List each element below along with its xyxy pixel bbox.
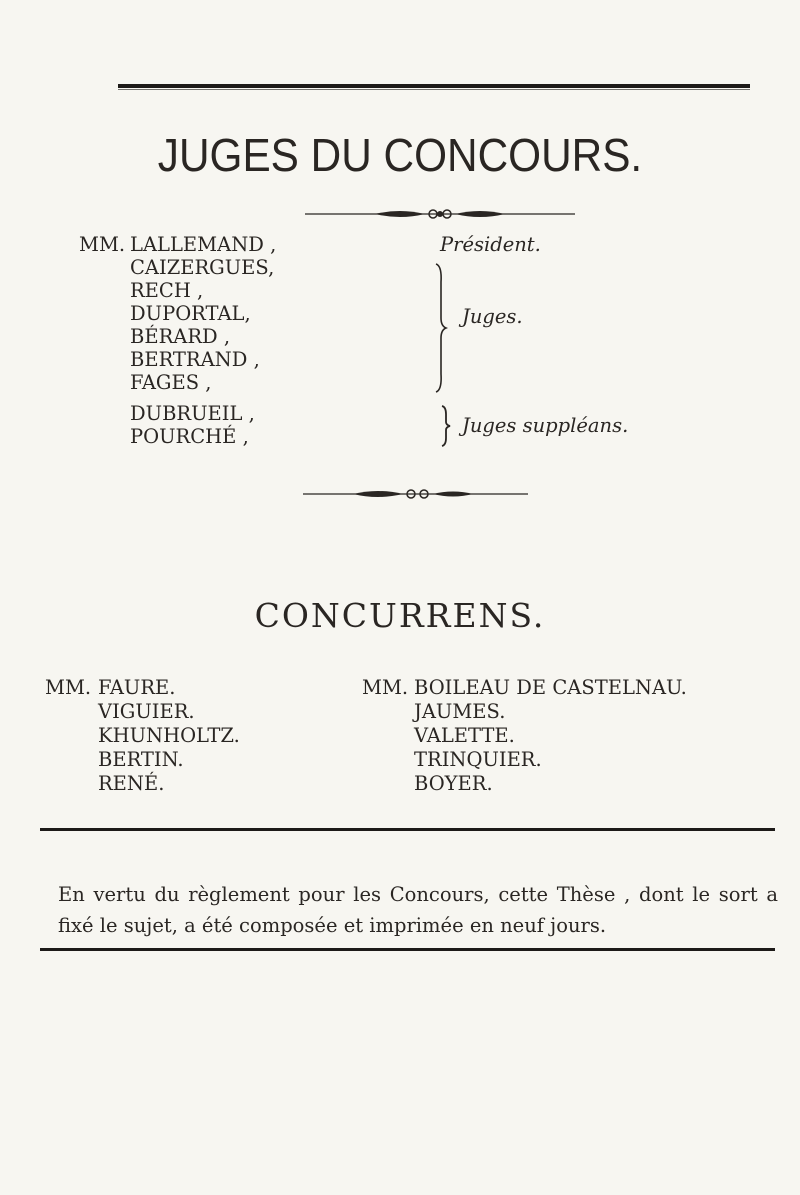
judge-name: DUPORTAL, [130, 302, 251, 325]
suppleant-name: DUBRUEIL , [130, 402, 255, 425]
brace-juges-icon [434, 262, 448, 394]
suppleant-name: POURCHÉ , [130, 425, 249, 448]
list-item: TRINQUIER. [414, 748, 542, 771]
list-item: KHUNHOLTZ. [98, 724, 240, 747]
suppleants-role: Juges suppléans. [462, 414, 629, 437]
top-rule-thin [118, 89, 750, 90]
list-item: RENÉ. [98, 772, 165, 795]
brace-suppleants-icon [440, 404, 452, 448]
judge-name: BERTRAND , [130, 348, 260, 371]
concurrens-right-prefix: MM. [362, 676, 409, 699]
judges-prefix: MM. [79, 233, 126, 256]
list-item: VIGUIER. [98, 700, 195, 723]
juges-role: Juges. [462, 305, 523, 328]
judge-name: BÉRARD , [130, 325, 231, 348]
page-title: JUGES DU CONCOURS. [157, 129, 643, 181]
list-item: BOILEAU DE CASTELNAU. [414, 676, 687, 699]
ornament-divider-small-icon [303, 488, 528, 500]
ornament-divider-icon [305, 208, 575, 220]
section-rule [40, 828, 775, 831]
list-item: FAURE. [98, 676, 176, 699]
president-role: Président. [440, 233, 541, 256]
list-item: BOYER. [414, 772, 493, 795]
concurrens-heading: CONCURRENS. [254, 596, 546, 635]
bottom-rule [40, 948, 775, 951]
president-name: LALLEMAND , [130, 233, 277, 256]
concurrens-left-prefix: MM. [45, 676, 92, 699]
judge-name: FAGES , [130, 371, 212, 394]
list-item: JAUMES. [414, 700, 506, 723]
top-rule [118, 84, 750, 88]
note-paragraph: En vertu du règlement pour les Concours, cette Thèse , dont le sort a fixé le sujet, a été composée et imprimée en neuf jours. [58, 883, 778, 937]
list-item: VALETTE. [414, 724, 515, 747]
list-item: BERTIN. [98, 748, 184, 771]
judge-name: RECH , [130, 279, 204, 302]
judge-name: CAIZERGUES, [130, 256, 275, 279]
